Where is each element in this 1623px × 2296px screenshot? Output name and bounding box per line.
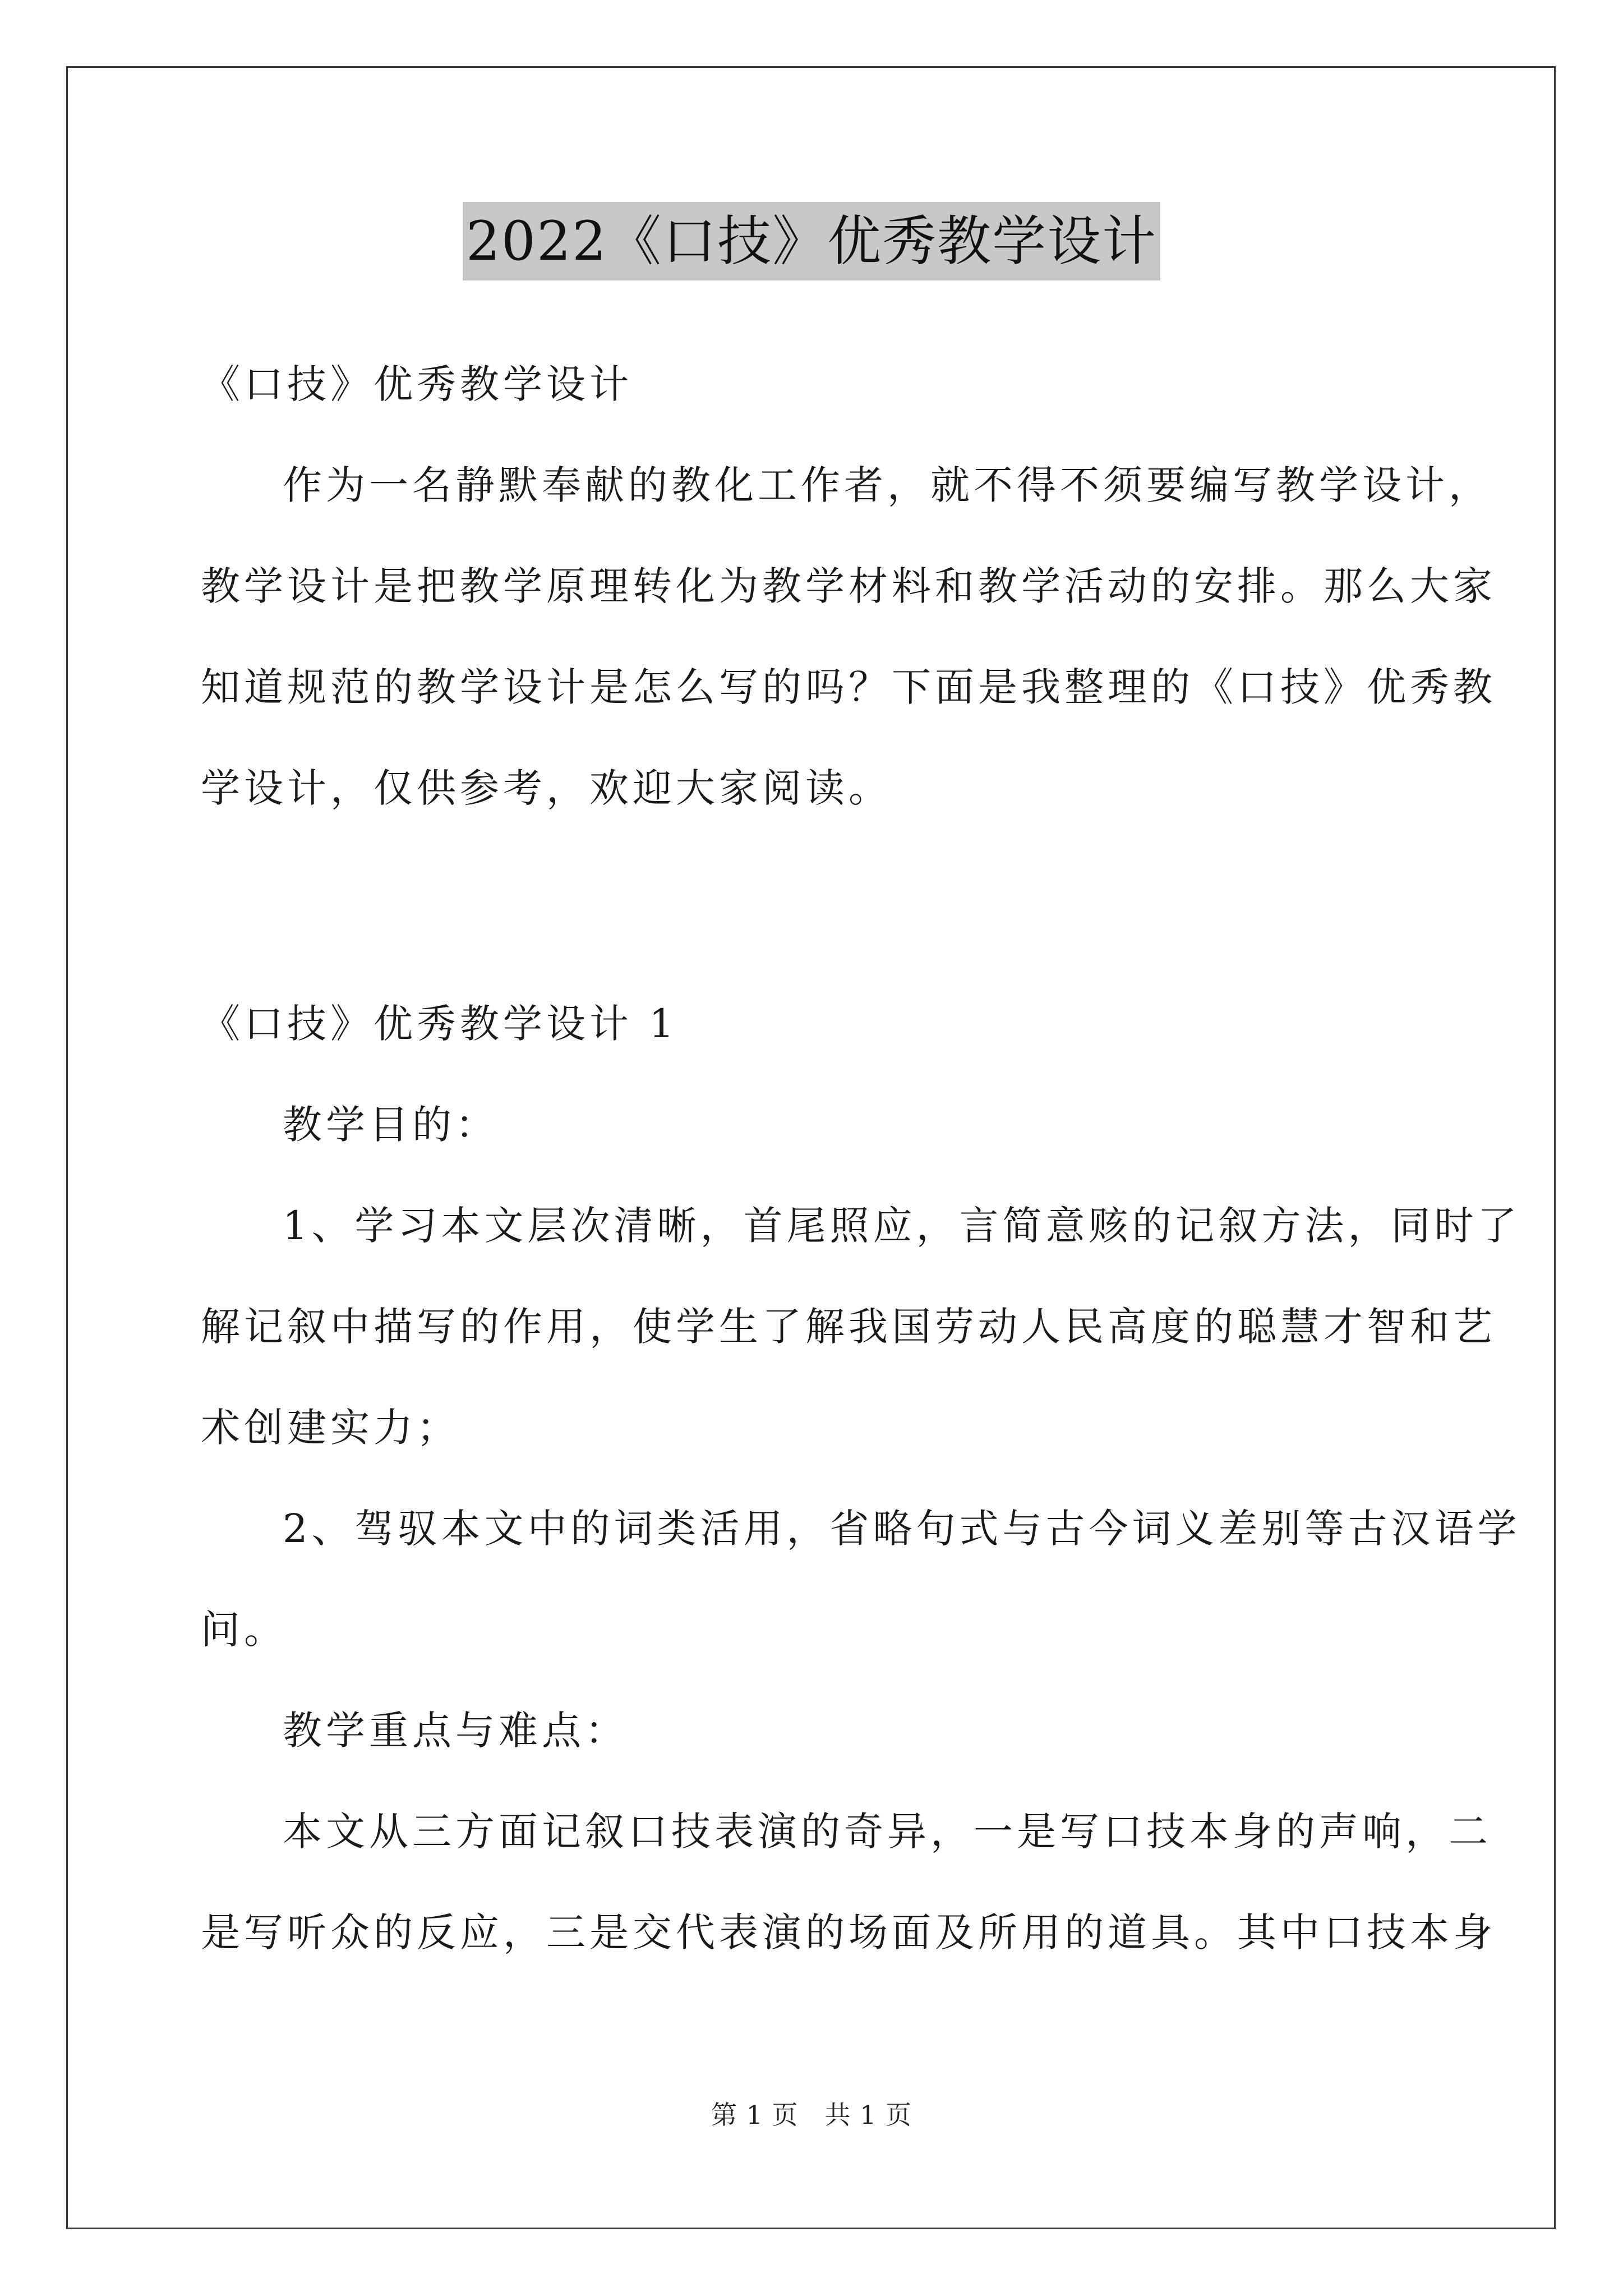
- paragraph-line: 解记叙中描写的作用，使学生了解我国劳动人民高度的聪慧才智和艺: [201, 1304, 1496, 1350]
- section-heading: 《口技》优秀教学设计 1: [201, 1001, 678, 1047]
- paragraph-line: 教学目的：: [283, 1102, 499, 1148]
- paragraph-line: 问。: [201, 1607, 287, 1653]
- page-footer: 第 1 页 共 1 页: [711, 2100, 912, 2130]
- title-container: [0, 202, 1623, 280]
- paragraph-line: 教学重点与难点：: [283, 1708, 628, 1754]
- paragraph-line: 1、学习本文层次清晰，首尾照应，言简意赅的记叙方法，同时了: [283, 1203, 1521, 1249]
- paragraph-line: 本文从三方面记叙口技表演的奇异，一是写口技本身的声响，二: [283, 1809, 1492, 1855]
- paragraph-line: 学设计，仅供参考，欢迎大家阅读。: [201, 765, 892, 811]
- paragraph-line: 是写听众的反应，三是交代表演的场面及所用的道具。其中口技本身: [201, 1910, 1496, 1955]
- paragraph-line: 术创建实力；: [201, 1405, 460, 1451]
- subtitle-line: 《口技》优秀教学设计: [201, 361, 633, 407]
- document-title: 2022《口技》优秀教学设计: [463, 202, 1160, 280]
- paragraph-line: 知道规范的教学设计是怎么写的吗？下面是我整理的《口技》优秀教: [201, 664, 1496, 710]
- paragraph-line: 作为一名静默奉献的教化工作者，就不得不须要编写教学设计，: [283, 462, 1492, 508]
- paragraph-line: 教学设计是把教学原理转化为教学材料和教学活动的安排。那么大家: [201, 563, 1496, 609]
- paragraph-line: 2、驾驭本文中的词类活用，省略句式与古今词义差别等古汉语学: [283, 1506, 1521, 1552]
